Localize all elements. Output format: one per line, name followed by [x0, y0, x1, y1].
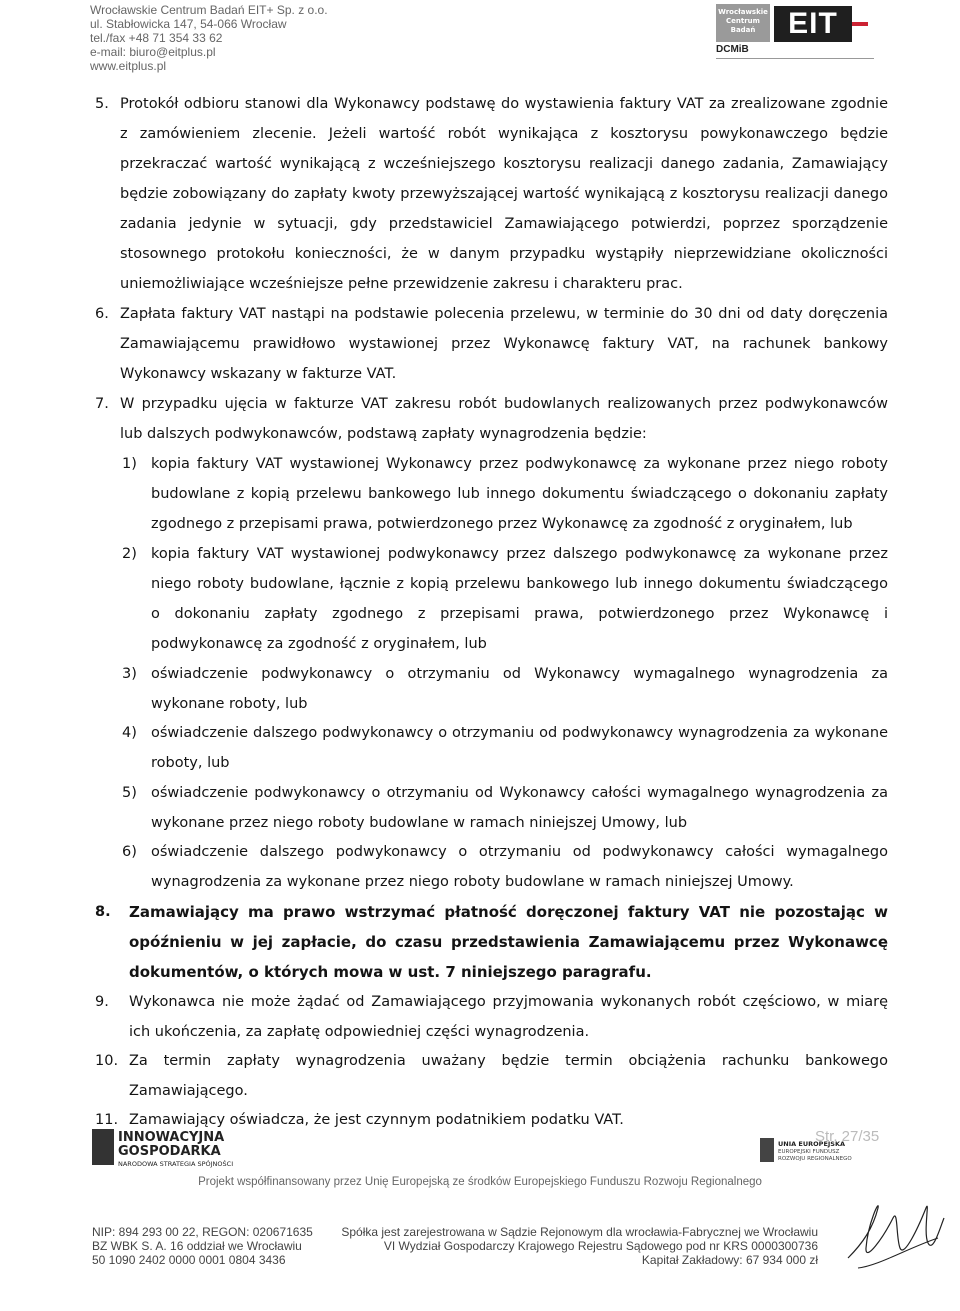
- subitem-6-line: oświadczenie dalszego podwykonawcy o otrzymaniu od podwykonawcy całości wymagalnego: [151, 844, 888, 860]
- subitem-4-line: roboty, lub: [151, 755, 230, 771]
- logo-right-line3: ROZWOJU REGIONALNEGO: [778, 1156, 852, 1162]
- company-street: ul. Stabłowicka 147, 54-066 Wrocław: [90, 17, 287, 31]
- company-name: Wrocławskie Centrum Badań EIT+ Sp. z o.o.: [90, 3, 328, 17]
- footer-company-ids: [92, 1225, 313, 1267]
- logo-box-text: Wrocławskie Centrum Badań: [716, 4, 770, 42]
- item-7-line: lub dalszych podwykonawców, podstawą zapłaty wynagrodzenia będzie:: [120, 426, 647, 442]
- subitem-2-line: podwykonawcę za zgodność z oryginałem, lub: [151, 636, 487, 652]
- page-number: Str. 27/35: [815, 1128, 880, 1145]
- item-10-line: Zamawiającego.: [129, 1083, 248, 1099]
- footer-bank: BZ WBK S. A. 16 oddział we Wrocławiu: [92, 1239, 302, 1253]
- subitem-5-line: oświadczenie podwykonawcy o otrzymaniu od Wykonawcy całości wymagalnego wynagrodzenia za: [151, 785, 888, 801]
- logo-left-line2: GOSPODARKA: [118, 1144, 221, 1159]
- subitem-1-line: budowlane z kopią przelewu bankowego lub innego dokumentu świadczącego o dokonaniu zapłaty: [151, 486, 888, 502]
- header-divider: [716, 58, 874, 59]
- footer-reg-line1: Spółka jest zarejestrowana w Sądzie Rejonowym dla wrocławia-Fabrycznej we Wrocławiu: [341, 1225, 818, 1239]
- footer-reg-line2: VI Wydział Gospodarczy Krajowego Rejestru Sądowego pod nr KRS 0000300736: [383, 1239, 818, 1253]
- subitem-1-line: kopia faktury VAT wystawionej Wykonawcy przez podwykonawcę za wykonane przez niego roboty: [151, 456, 888, 472]
- subitem-2-line: o dokonaniu zapłaty zgodnego z przepisami prawa, potwierdzonego przez Wykonawcę i: [151, 606, 888, 622]
- project-funding-note: Projekt współfinansowany przez Unię Europejską ze środków Europejskiego Funduszu Rozwoju Regionalnego: [198, 1176, 762, 1188]
- handwritten-signature: [838, 1188, 948, 1283]
- footer-registration: [341, 1225, 818, 1267]
- item-8-line: Zamawiający ma prawo wstrzymać płatność doręczonej faktury VAT nie pozostając w: [129, 903, 888, 921]
- footer-reg-line3: Kapitał Zakładowy: 67 934 000 zł: [641, 1253, 818, 1267]
- item-5-line: stosownego protokołu konieczności, że w danym przypadku wystąpiły nieprzewidziane okoliczności: [120, 246, 888, 262]
- subitem-4-number: 4): [122, 725, 137, 741]
- item-5-number: 5.: [95, 96, 109, 112]
- subitem-6-line: wynagrodzenia za wykonane przez niego roboty budowlane w ramach niniejszej Umowy.: [151, 874, 794, 890]
- company-email: e-mail: biuro@eitplus.pl: [90, 45, 216, 59]
- company-web: www.eitplus.pl: [90, 59, 167, 73]
- item-6-line: Zapłata faktury VAT nastąpi na podstawie polecenia przelewu, w terminie do 30 dni od daty doręczenia: [120, 306, 888, 322]
- subitem-2-number: 2): [122, 546, 137, 562]
- flag-icon: [92, 1129, 114, 1165]
- item-5-line: przekraczać wartość wynikającą z wcześniejszego kosztorysu realizacji danego zadania, Zamawiający: [120, 156, 888, 172]
- item-10-line: Za termin zapłaty wynagrodzenia uważany będzie termin obciążenia rachunku bankowego: [129, 1053, 888, 1069]
- eu-flag-icon: [760, 1138, 774, 1162]
- footer-nip: NIP: 894 293 00 22, REGON: 020671635: [92, 1225, 313, 1239]
- item-11-number: 11.: [95, 1112, 119, 1128]
- logo-left-line3: NARODOWA STRATEGIA SPÓJNOŚCI: [118, 1160, 234, 1168]
- subitem-1-line: zgodnego z przepisami prawa, potwierdzonego przez Wykonawcę za zgodność z oryginałem, lub: [151, 516, 853, 532]
- item-5-line: uniemożliwiające wcześniejsze pełne przewidzenie zakresu i charakteru prac.: [120, 276, 683, 292]
- subitem-5-number: 5): [122, 785, 137, 801]
- company-address-block: [90, 3, 328, 73]
- subitem-3-number: 3): [122, 666, 137, 682]
- item-5-line: będzie zobowiązany do zapłaty kwoty przewyższającej wartość wynikającą z kosztorysu realizacji danego: [120, 186, 888, 202]
- company-phone: tel./fax +48 71 354 33 62: [90, 31, 223, 45]
- item-6-number: 6.: [95, 306, 109, 322]
- subitem-2-line: kopia faktury VAT wystawionej podwykonawcy przez dalszego podwykonawcę za wykonane przez: [151, 546, 888, 562]
- item-9-line: ich ukończenia, za zapłatę odpowiedniej części wynagrodzenia.: [129, 1024, 590, 1040]
- subitem-3-line: wykonane roboty, lub: [151, 696, 308, 712]
- subitem-4-line: oświadczenie dalszego podwykonawcy o otrzymaniu od podwykonawcy wynagrodzenia za wykonane: [151, 725, 888, 741]
- subitem-5-line: wykonane przez niego roboty budowlane w ramach niniejszej Umowy, lub: [151, 815, 688, 831]
- item-6-line: Zamawiającemu prawidłowo wystawionej przez Wykonawcę faktury VAT, na rachunek bankowy: [120, 336, 888, 352]
- item-5-line: zadania jedynie w sytuacji, gdy przedstawiciel Zamawiającego potwierdzi, poprzez sporządzenie: [120, 216, 888, 232]
- item-7-line: W przypadku ujęcia w fakturze VAT zakresu robót budowlanych realizowanych przez podwykonawców: [120, 396, 888, 412]
- item-8-line: opóźnieniu w jej zapłacie, do czasu przedstawienia Zamawiającemu przez Wykonawcę: [129, 933, 888, 951]
- item-8-number: 8.: [95, 904, 111, 920]
- logo-dcmib: DCMiB: [716, 44, 749, 55]
- eit-logo: [716, 4, 876, 60]
- subitem-1-number: 1): [122, 456, 137, 472]
- item-11-line: Zamawiający oświadcza, że jest czynnym podatnikiem podatku VAT.: [129, 1112, 624, 1128]
- innowacyjna-gospodarka-logo: [92, 1125, 252, 1175]
- subitem-3-line: oświadczenie podwykonawcy o otrzymaniu od Wykonawcy wymagalnego wynagrodzenia za: [151, 666, 888, 682]
- item-6-line: Wykonawcy wskazany w fakturze VAT.: [120, 366, 397, 382]
- item-7-number: 7.: [95, 396, 109, 412]
- subitem-2-line: niego roboty budowlane, łącznie z kopią przelewu bankowego lub innego dokumentu świadczącego: [151, 576, 888, 592]
- item-5-line: Protokół odbioru stanowi dla Wykonawcy podstawę do wystawienia faktury VAT za zrealizowane zgodnie: [120, 96, 888, 112]
- item-9-number: 9.: [95, 994, 109, 1010]
- logo-right-line2: EUROPEJSKI FUNDUSZ: [778, 1149, 840, 1155]
- item-5-line: z zamówieniem zlecenie. Jeżeli wartość robót wynikająca z kosztorysu powykonawczego będzie: [120, 126, 888, 142]
- logo-eit-mark: EIT: [774, 6, 852, 42]
- footer-account: 50 1090 2402 0000 0001 0804 3436: [92, 1253, 286, 1267]
- item-9-line: Wykonawca nie może żądać od Zamawiającego przyjmowania wykonanych robót częściowo, w miarę: [129, 994, 888, 1010]
- item-8-line: dokumentów, o których mowa w ust. 7 niniejszego paragrafu.: [129, 963, 652, 981]
- item-10-number: 10.: [95, 1053, 119, 1069]
- logo-left-line1: INNOWACYJNA: [118, 1130, 225, 1145]
- subitem-6-number: 6): [122, 844, 137, 860]
- logo-right-line1: UNIA EUROPEJSKA: [778, 1140, 846, 1148]
